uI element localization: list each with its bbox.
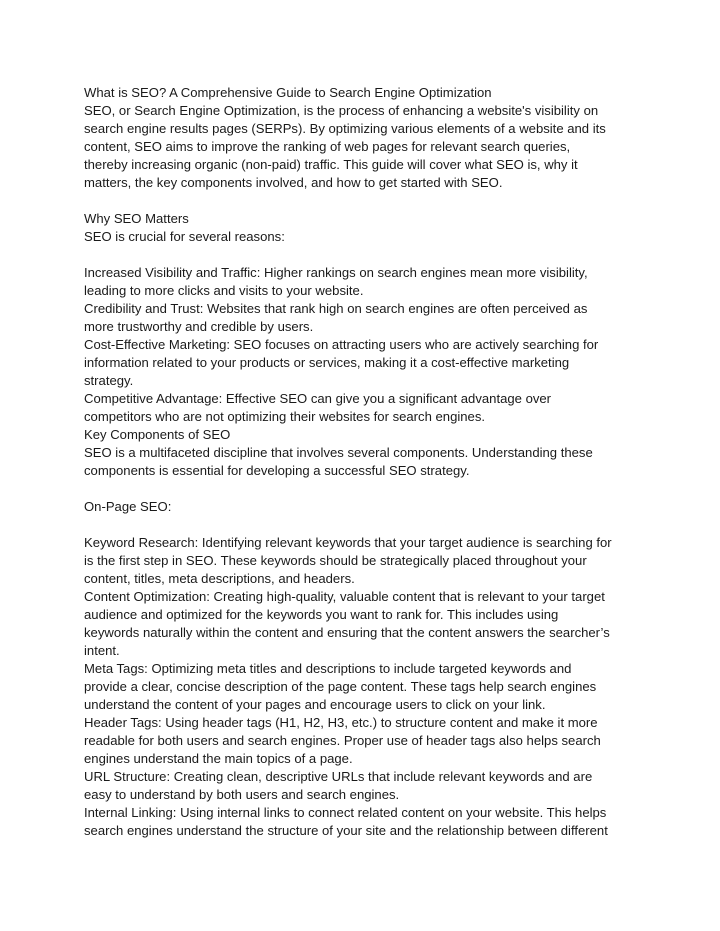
text-line: keywords naturally within the content and ensuring that the content answers the searcher’s [84,625,610,640]
text-line: understand the content of your pages and encourage users to click on your link. [84,697,546,712]
text-line: content, titles, meta descriptions, and headers. [84,571,355,586]
text-line: Content Optimization: Creating high-quality, valuable content that is relevant to your target [84,589,605,604]
text-line: is the first step in SEO. These keywords should be strategically placed throughout your [84,553,587,568]
text-line: SEO, or Search Engine Optimization, is the process of enhancing a website's visibility on [84,103,599,118]
text-line: competitors who are not optimizing their websites for search engines. [84,409,486,424]
text-line: search engine results pages (SERPs). By optimizing various elements of a website and its [84,121,606,136]
blank-line [84,480,644,498]
text-line: Key Components of SEO [84,427,231,442]
text-line: Meta Tags: Optimizing meta titles and descriptions to include targeted keywords and [84,661,572,676]
text-line: strategy. [84,373,134,388]
text-line: Competitive Advantage: Effective SEO can give you a significant advantage over [84,391,552,406]
text-line: Credibility and Trust: Websites that rank high on search engines are often perceived as [84,301,588,316]
text-line: readable for both users and search engines. Proper use of header tags also helps search [84,733,601,748]
text-line: What is SEO? A Comprehensive Guide to Search Engine Optimization [84,85,492,100]
text-line: SEO is crucial for several reasons: [84,229,285,244]
text-line: intent. [84,643,120,658]
text-line: Increased Visibility and Traffic: Higher rankings on search engines mean more visibility, [84,265,588,280]
text-line: URL Structure: Creating clean, descriptive URLs that include relevant keywords and are [84,769,593,784]
blank-line [84,246,644,264]
text-line: engines understand the main topics of a page. [84,751,353,766]
text-line: SEO is a multifaceted discipline that involves several components. Understanding these [84,445,593,460]
text-line: more trustworthy and credible by users. [84,319,314,334]
document-body [84,84,644,840]
text-line: Cost-Effective Marketing: SEO focuses on attracting users who are actively searching for [84,337,599,352]
text-line: Why SEO Matters [84,211,189,226]
text-line: Internal Linking: Using internal links to connect related content on your website. This helps [84,805,607,820]
blank-line [84,192,644,210]
text-line: search engines understand the structure of your site and the relationship between different [84,823,608,838]
text-line: Keyword Research: Identifying relevant keywords that your target audience is searching for [84,535,612,550]
text-line: matters, the key components involved, and how to get started with SEO. [84,175,503,190]
text-line: On-Page SEO: [84,499,172,514]
document-page [84,84,644,840]
text-line: easy to understand by both users and search engines. [84,787,400,802]
text-line: information related to your products or services, making it a cost-effective marketing [84,355,570,370]
text-line: content, SEO aims to improve the ranking of web pages for relevant search queries, [84,139,571,154]
text-line: audience and optimized for the keywords you want to rank for. This includes using [84,607,559,622]
text-line: leading to more clicks and visits to your website. [84,283,364,298]
text-line: thereby increasing organic (non-paid) traffic. This guide will cover what SEO is, why it [84,157,578,172]
text-line: provide a clear, concise description of the page content. These tags help search engines [84,679,597,694]
text-line: Header Tags: Using header tags (H1, H2, H3, etc.) to structure content and make it more [84,715,598,730]
text-line: components is essential for developing a successful SEO strategy. [84,463,470,478]
blank-line [84,516,644,534]
